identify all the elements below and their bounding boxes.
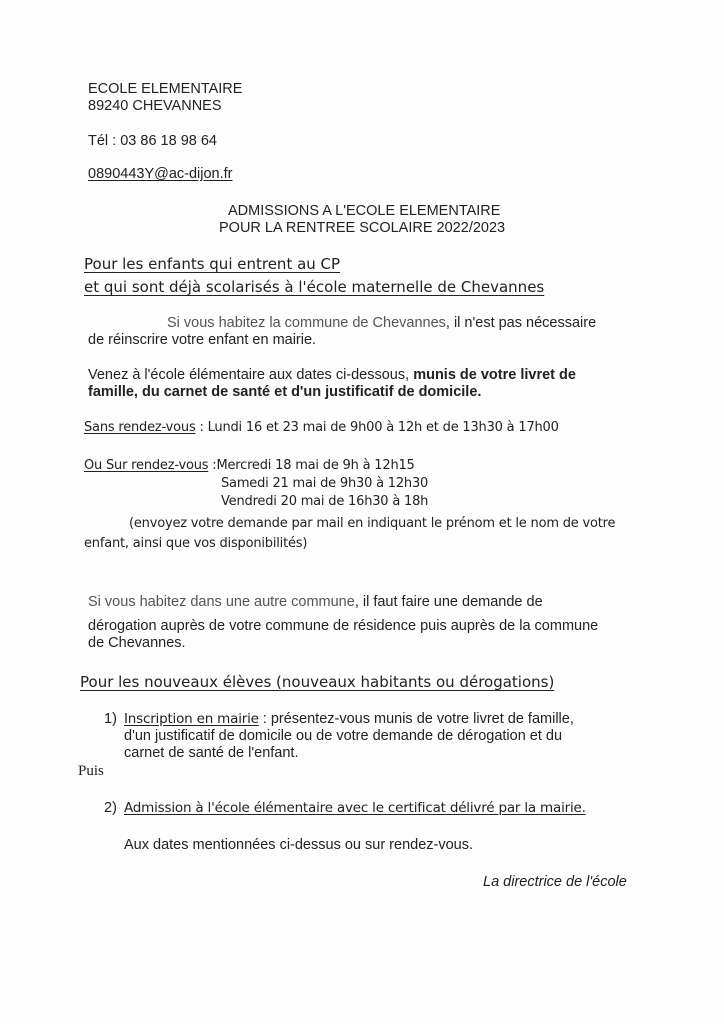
list-item-1-text: : présentez-vous munis de votre livret de famille, (258, 711, 574, 727)
section1-heading-line1: Pour les enfants qui entrent au CP (84, 255, 341, 273)
list-item-1-number: 1) (104, 711, 117, 727)
puis-label: Puis (78, 763, 104, 779)
list-item-2-label: Admission à l'école élémentaire avec le certificat délivré par la mairie. (124, 800, 586, 816)
appointment-text1: :Mercredi 18 mai de 9h à 12h15 (208, 458, 415, 473)
list-item-1-line2: d'un justificatif de domicile ou de votre demande de dérogation et du (124, 728, 563, 744)
section1-heading-line2: et qui sont déjà scolarisés à l'école maternelle de Chevannes (84, 278, 545, 296)
document-title-line1: ADMISSIONS A L'ECOLE ELEMENTAIRE (228, 203, 501, 219)
paragraph-residents-rest: , il n'est pas nécessaire (445, 315, 597, 331)
list-item-2-number: 2) (104, 800, 117, 816)
appointment-text2: Samedi 21 mai de 9h30 à 12h30 (221, 476, 429, 491)
school-phone: Tél : 03 86 18 98 64 (88, 133, 217, 149)
paragraph-documents-line2: famille, du carnet de santé et d'un justificatif de domicile. (88, 384, 482, 400)
school-name: ECOLE ELEMENTAIRE (88, 81, 243, 97)
paragraph-documents-bold1: munis de votre livret de (413, 367, 576, 383)
paragraph-documents-line1 (88, 367, 576, 383)
list-item-1-line3: carnet de santé de l'enfant. (124, 745, 299, 761)
appointment-note-line2: enfant, ainsi que vos disponibilités) (84, 536, 308, 551)
paragraph-other-commune-line2: dérogation auprès de votre commune de résidence puis auprès de la commune (88, 618, 599, 634)
no-appointment-text: : Lundi 16 et 23 mai de 9h00 à 12h et de 13h30 à 17h00 (195, 420, 559, 435)
section2-heading: Pour les nouveaux élèves (nouveaux habitants ou dérogations) (80, 673, 555, 691)
paragraph-documents-lead: Venez à l'école élémentaire aux dates ci-dessous, (88, 367, 414, 383)
no-appointment-label: Sans rendez-vous (84, 420, 196, 435)
paragraph-residents-lead: Si vous habitez la commune de Chevannes (167, 315, 446, 331)
signature: La directrice de l'école (483, 874, 627, 890)
document-title-line2: POUR LA RENTREE SCOLAIRE 2022/2023 (219, 220, 506, 236)
paragraph-residents (167, 315, 596, 331)
closing-line: Aux dates mentionnées ci-dessus ou sur rendez-vous. (124, 837, 473, 853)
appointment-text3: Vendredi 20 mai de 16h30 à 18h (221, 494, 429, 509)
list-item-1-line1 (124, 711, 574, 727)
school-email-link[interactable]: 0890443Y@ac-dijon.fr (88, 166, 233, 182)
paragraph-other-commune-line3: de Chevannes. (88, 635, 186, 651)
appointment-note-line1: (envoyez votre demande par mail en indiquant le prénom et le nom de votre (129, 516, 616, 531)
list-item-1-label: Inscription en mairie (124, 711, 259, 727)
paragraph-other-commune-rest: , il faut faire une demande de (354, 594, 543, 610)
appointment-line1 (84, 458, 415, 473)
paragraph-residents-line2: de réinscrire votre enfant en mairie. (88, 332, 317, 348)
school-address: 89240 CHEVANNES (88, 98, 222, 114)
no-appointment-line (84, 420, 559, 435)
paragraph-other-commune-lead: Si vous habitez dans une autre commune (88, 594, 355, 610)
appointment-label: Ou Sur rendez-vous (84, 458, 209, 473)
paragraph-other-commune-line1 (88, 594, 543, 610)
